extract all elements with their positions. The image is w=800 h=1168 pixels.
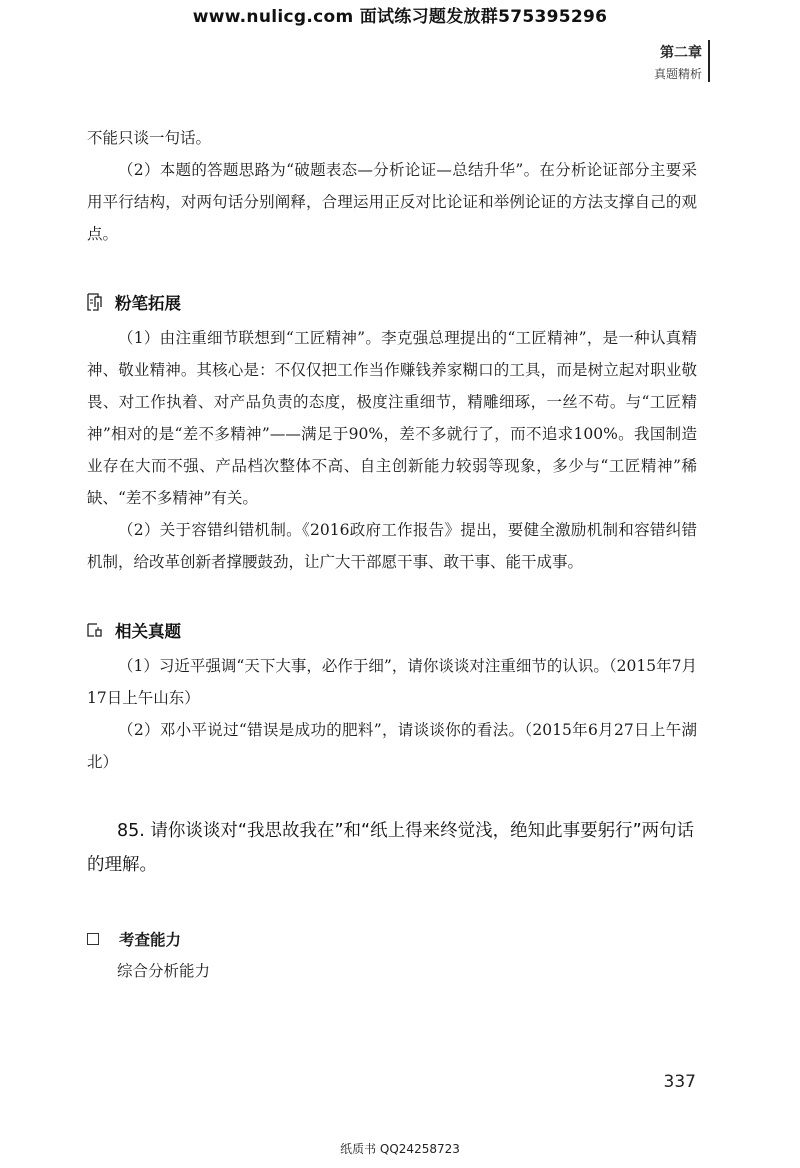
related-paragraph-1: （1）习近平强调“天下大事，必作于细”，请你谈谈对注重细节的认识。（2015年7月17日上午山东） bbox=[87, 657, 697, 707]
extension-heading-label: 粉笔拓展 bbox=[115, 294, 181, 313]
document-icon bbox=[87, 621, 103, 639]
related-heading-label: 相关真题 bbox=[115, 622, 181, 641]
extension-paragraph-1: （1）由注重细节联想到“工匠精神”。李克强总理提出的“工匠精神”，是一种认真精神、敬业精神。其核心是：不仅仅把工作当作赚钱养家糊口的工具，而是树立起对职业敬畏、对工作执着、对产品负责的态度，极度注重细节，精雕细琢，一丝不苟。与“工匠精神”相对的是“差不多精神”——满足于90%，差不多就行了，而不追求100%。我国制造业存在大而不强、产品档次整体不高、自主创新能力较弱等现象，多少与“工匠精神”稀缺、“差不多精神”有关。 bbox=[87, 329, 697, 507]
ability-heading-label: 考查能力 bbox=[119, 931, 182, 949]
chapter-subtitle: 真题精析 bbox=[653, 67, 702, 81]
chapter-title: 第二章 bbox=[660, 45, 702, 61]
extension-paragraph-2: （2）关于容错纠错机制。《2016政府工作报告》提出，要健全激励机制和容错纠错机制，给改革创新者撑腰鼓劲，让广大干部愿干事、敢干事、能干成事。 bbox=[87, 521, 697, 571]
page-number: 337 bbox=[663, 1072, 696, 1092]
page-content bbox=[87, 122, 697, 986]
chapter-header bbox=[654, 44, 702, 83]
chapter-divider bbox=[708, 40, 710, 82]
question-number: 85. bbox=[117, 821, 145, 841]
bookmark-icon bbox=[87, 293, 103, 311]
ability-heading bbox=[87, 924, 697, 954]
intro-line: 不能只谈一句话。 bbox=[87, 129, 212, 147]
ability-text: 综合分析能力 bbox=[117, 962, 211, 980]
extension-heading bbox=[87, 284, 697, 320]
related-paragraph-2: （2）邓小平说过“错误是成功的肥料”，请谈谈你的看法。（2015年6月27日上午湖北） bbox=[87, 721, 697, 771]
square-bullet-icon bbox=[87, 933, 99, 945]
question-85 bbox=[87, 814, 697, 882]
footer-note: 纸质书 QQ24258723 bbox=[340, 1142, 460, 1156]
related-heading bbox=[87, 612, 697, 648]
intro-paragraph: （2）本题的答题思路为“破题表态—分析论证—总结升华”。在分析论证部分主要采用平行结构，对两句话分别阐释，合理运用正反对比论证和举例论证的方法支撑自己的观点。 bbox=[87, 161, 697, 243]
question-text: 请你谈谈对“我思故我在”和“纸上得来终觉浅，绝知此事要躬行”两句话的理解。 bbox=[87, 821, 695, 875]
top-banner: www.nulicg.com 面试练习题发放群575395296 bbox=[192, 7, 608, 27]
